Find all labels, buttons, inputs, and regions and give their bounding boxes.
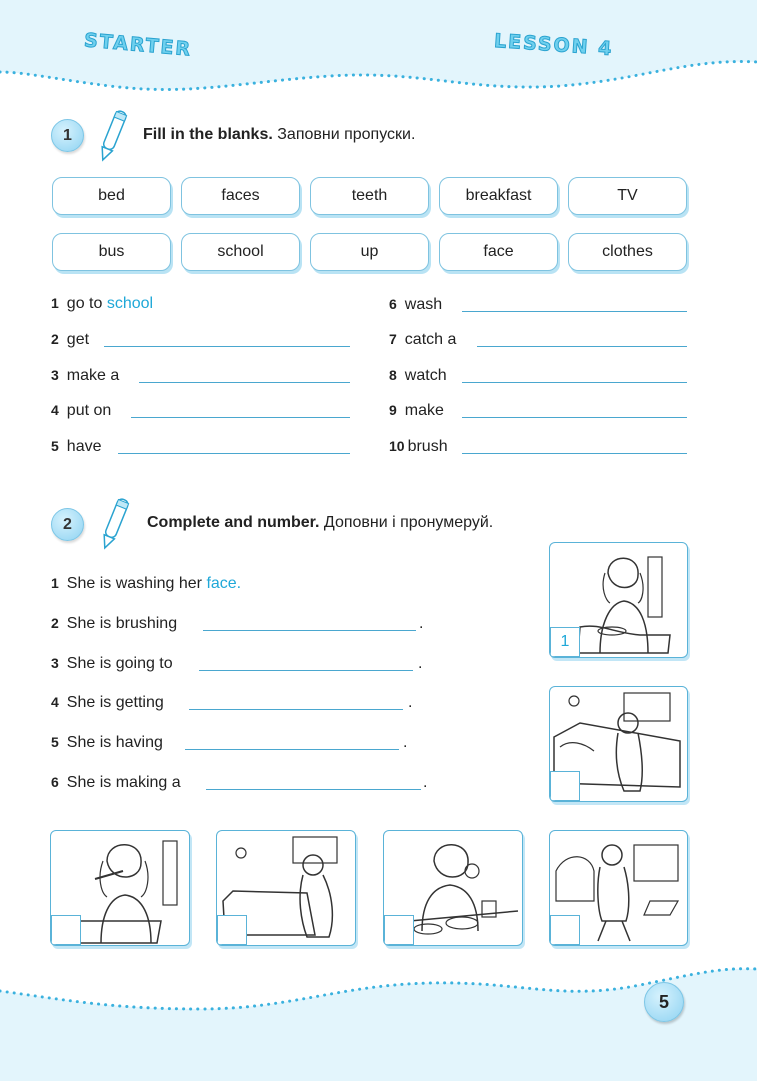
bottom-wave-band xyxy=(0,955,757,1081)
fill-item: 7 catch a xyxy=(389,331,457,348)
complete-item: 4 She is getting xyxy=(51,694,164,711)
exercise-2-number: 2 xyxy=(51,508,84,541)
word-box: bus xyxy=(52,233,171,271)
answer-blank[interactable] xyxy=(477,346,687,347)
lesson-title: LESSON 4 xyxy=(493,29,615,61)
answer-blank[interactable] xyxy=(189,709,403,710)
exercise-2-title: Complete and number. xyxy=(147,514,320,531)
picture-having-breakfast xyxy=(383,830,523,946)
exercise-1-number: 1 xyxy=(51,119,84,152)
picture-washing-face xyxy=(549,542,688,658)
answer-blank[interactable] xyxy=(462,453,687,454)
fill-item: 5 have xyxy=(51,438,102,455)
sentence-end: . xyxy=(418,655,423,672)
picture-going-to-school xyxy=(549,830,688,946)
picture-making-bed xyxy=(216,830,356,946)
picture-number-box[interactable]: 1 xyxy=(550,627,580,657)
picture-brushing-teeth xyxy=(50,830,190,946)
answer-blank[interactable] xyxy=(462,382,687,383)
word-box: clothes xyxy=(568,233,687,271)
word-box: faces xyxy=(181,177,300,215)
section-title: STARTER xyxy=(83,29,193,61)
word-box: breakfast xyxy=(439,177,558,215)
fill-item: 10 brush xyxy=(389,438,448,455)
complete-item: 1 She is washing her face. xyxy=(51,575,242,592)
top-wave-band xyxy=(0,0,757,110)
answer-blank[interactable] xyxy=(104,346,350,347)
exercise-1-instruction xyxy=(143,126,415,144)
sentence-end: . xyxy=(419,615,424,632)
fill-item: 9 make xyxy=(389,402,444,419)
answer-blank[interactable] xyxy=(199,670,413,671)
answer-text: school xyxy=(106,295,154,312)
word-box: bed xyxy=(52,177,171,215)
word-box: face xyxy=(439,233,558,271)
exercise-1-translation: Заповни пропуски. xyxy=(277,126,416,143)
sentence-end: . xyxy=(403,734,408,751)
page-number: 5 xyxy=(644,982,684,1022)
answer-blank[interactable] xyxy=(131,417,350,418)
word-box: school xyxy=(181,233,300,271)
pencil-icon xyxy=(98,494,132,554)
complete-item: 5 She is having xyxy=(51,734,163,751)
sentence-end: . xyxy=(408,694,413,711)
fill-item: 3 make a xyxy=(51,367,120,384)
complete-item: 6 She is making a xyxy=(51,774,181,791)
answer-blank[interactable] xyxy=(139,382,350,383)
answer-blank[interactable] xyxy=(118,453,350,454)
exercise-2-translation: Доповни і пронумеруй. xyxy=(323,514,494,531)
picture-number-box[interactable] xyxy=(550,915,580,945)
fill-item: 6 wash xyxy=(389,296,443,313)
answer-blank[interactable] xyxy=(185,749,399,750)
complete-item: 3 She is going to xyxy=(51,655,173,672)
fill-item: 8 watch xyxy=(389,367,447,384)
fill-item: 1 go to school xyxy=(51,295,154,312)
answer-blank[interactable] xyxy=(462,311,687,312)
sentence-end: . xyxy=(423,774,428,791)
picture-number-box[interactable] xyxy=(550,771,580,801)
answer-blank[interactable] xyxy=(462,417,687,418)
answer-text: face. xyxy=(206,575,242,592)
exercise-1-title: Fill in the blanks. xyxy=(143,126,273,143)
word-box: TV xyxy=(568,177,687,215)
word-box: up xyxy=(310,233,429,271)
answer-blank[interactable] xyxy=(203,630,416,631)
fill-item: 4 put on xyxy=(51,402,112,419)
fill-item: 2 get xyxy=(51,331,90,348)
exercise-2-instruction xyxy=(147,514,493,532)
picture-number-box[interactable] xyxy=(384,915,414,945)
answer-blank[interactable] xyxy=(206,789,421,790)
picture-number-box[interactable] xyxy=(217,915,247,945)
complete-item: 2 She is brushing xyxy=(51,615,178,632)
word-box: teeth xyxy=(310,177,429,215)
picture-number-box[interactable] xyxy=(51,915,81,945)
picture-getting-up xyxy=(549,686,688,802)
pencil-icon xyxy=(96,106,130,166)
